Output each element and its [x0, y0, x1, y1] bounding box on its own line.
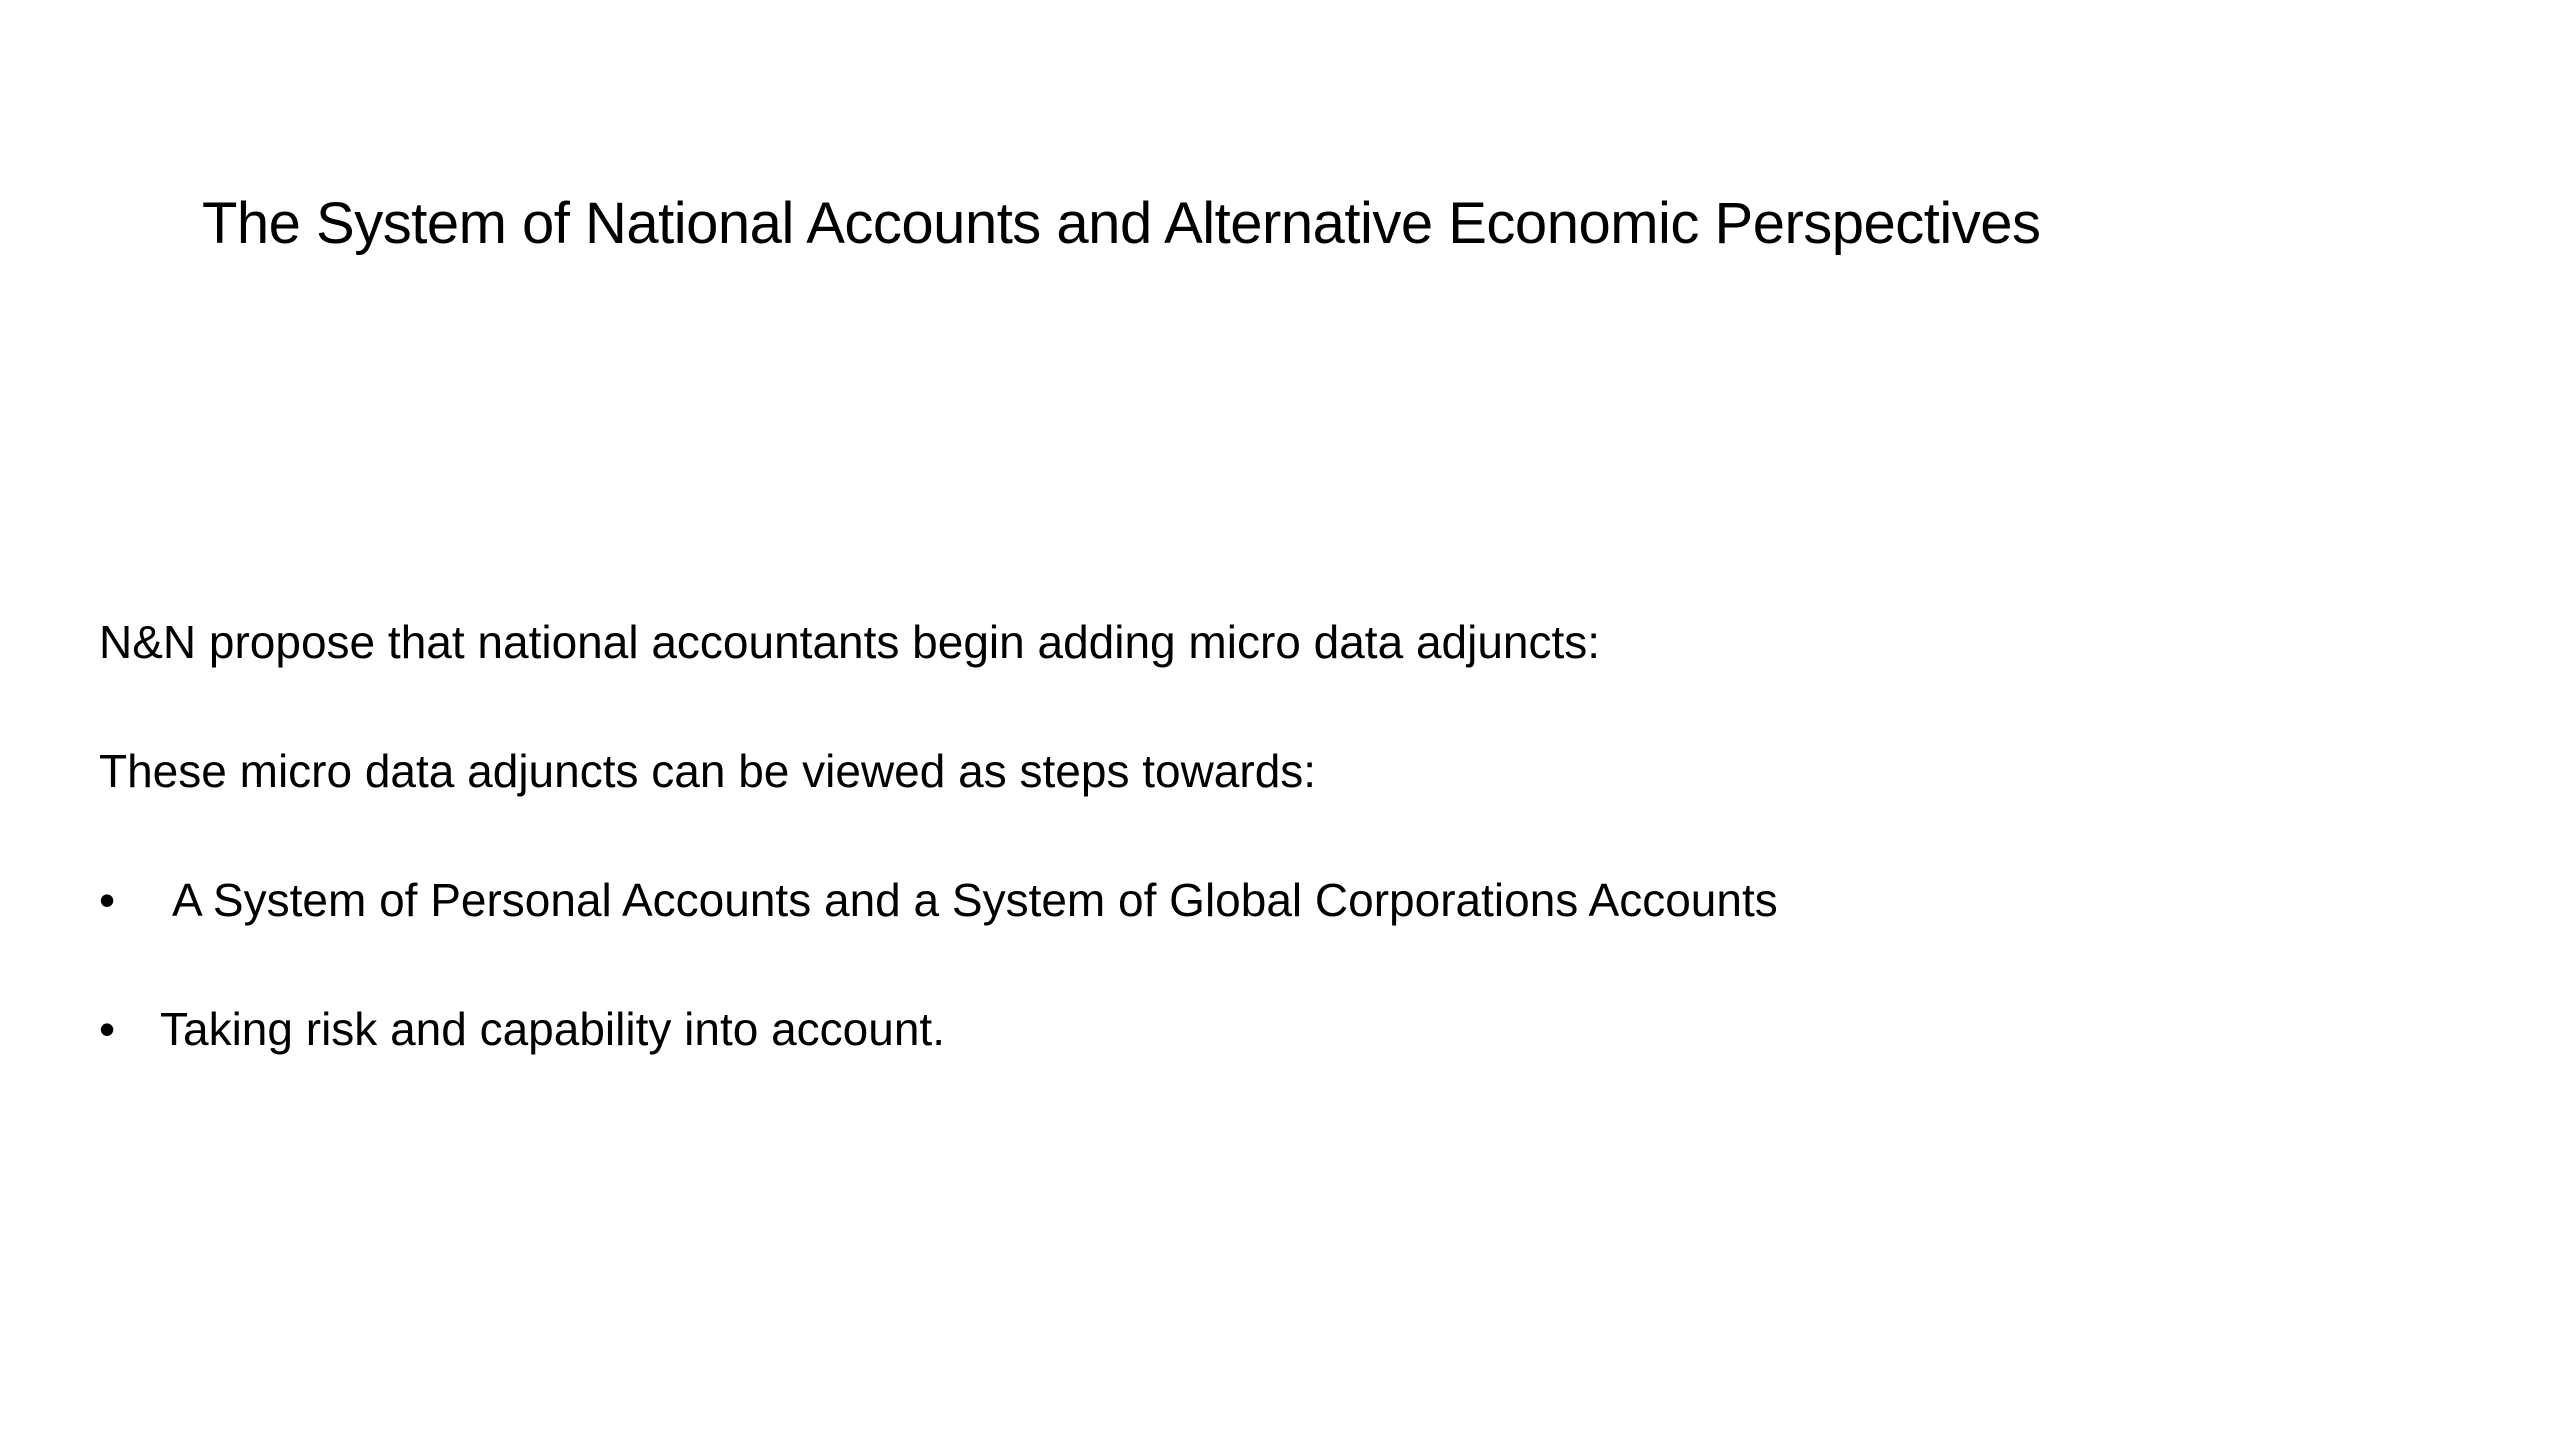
slide-body — [99, 614, 2399, 1130]
bullet-text: Taking risk and capability into account. — [160, 1003, 945, 1055]
bullet-list — [99, 872, 2399, 1057]
bullet-dot-icon: • — [99, 1003, 116, 1055]
slide-title: The System of National Accounts and Alternative Economic Perspectives — [202, 191, 2041, 256]
bullet-text: A System of Personal Accounts and a System of Global Corporations Accounts — [172, 874, 1778, 926]
bullet-dot-icon: • — [99, 874, 116, 926]
body-paragraph-proposal: N&N propose that national accountants begin adding micro data adjuncts: — [99, 616, 1601, 668]
bullet-item — [99, 1001, 2399, 1057]
bullet-item — [99, 872, 2399, 928]
body-paragraph-steps: These micro data adjuncts can be viewed as steps towards: — [99, 745, 1317, 797]
